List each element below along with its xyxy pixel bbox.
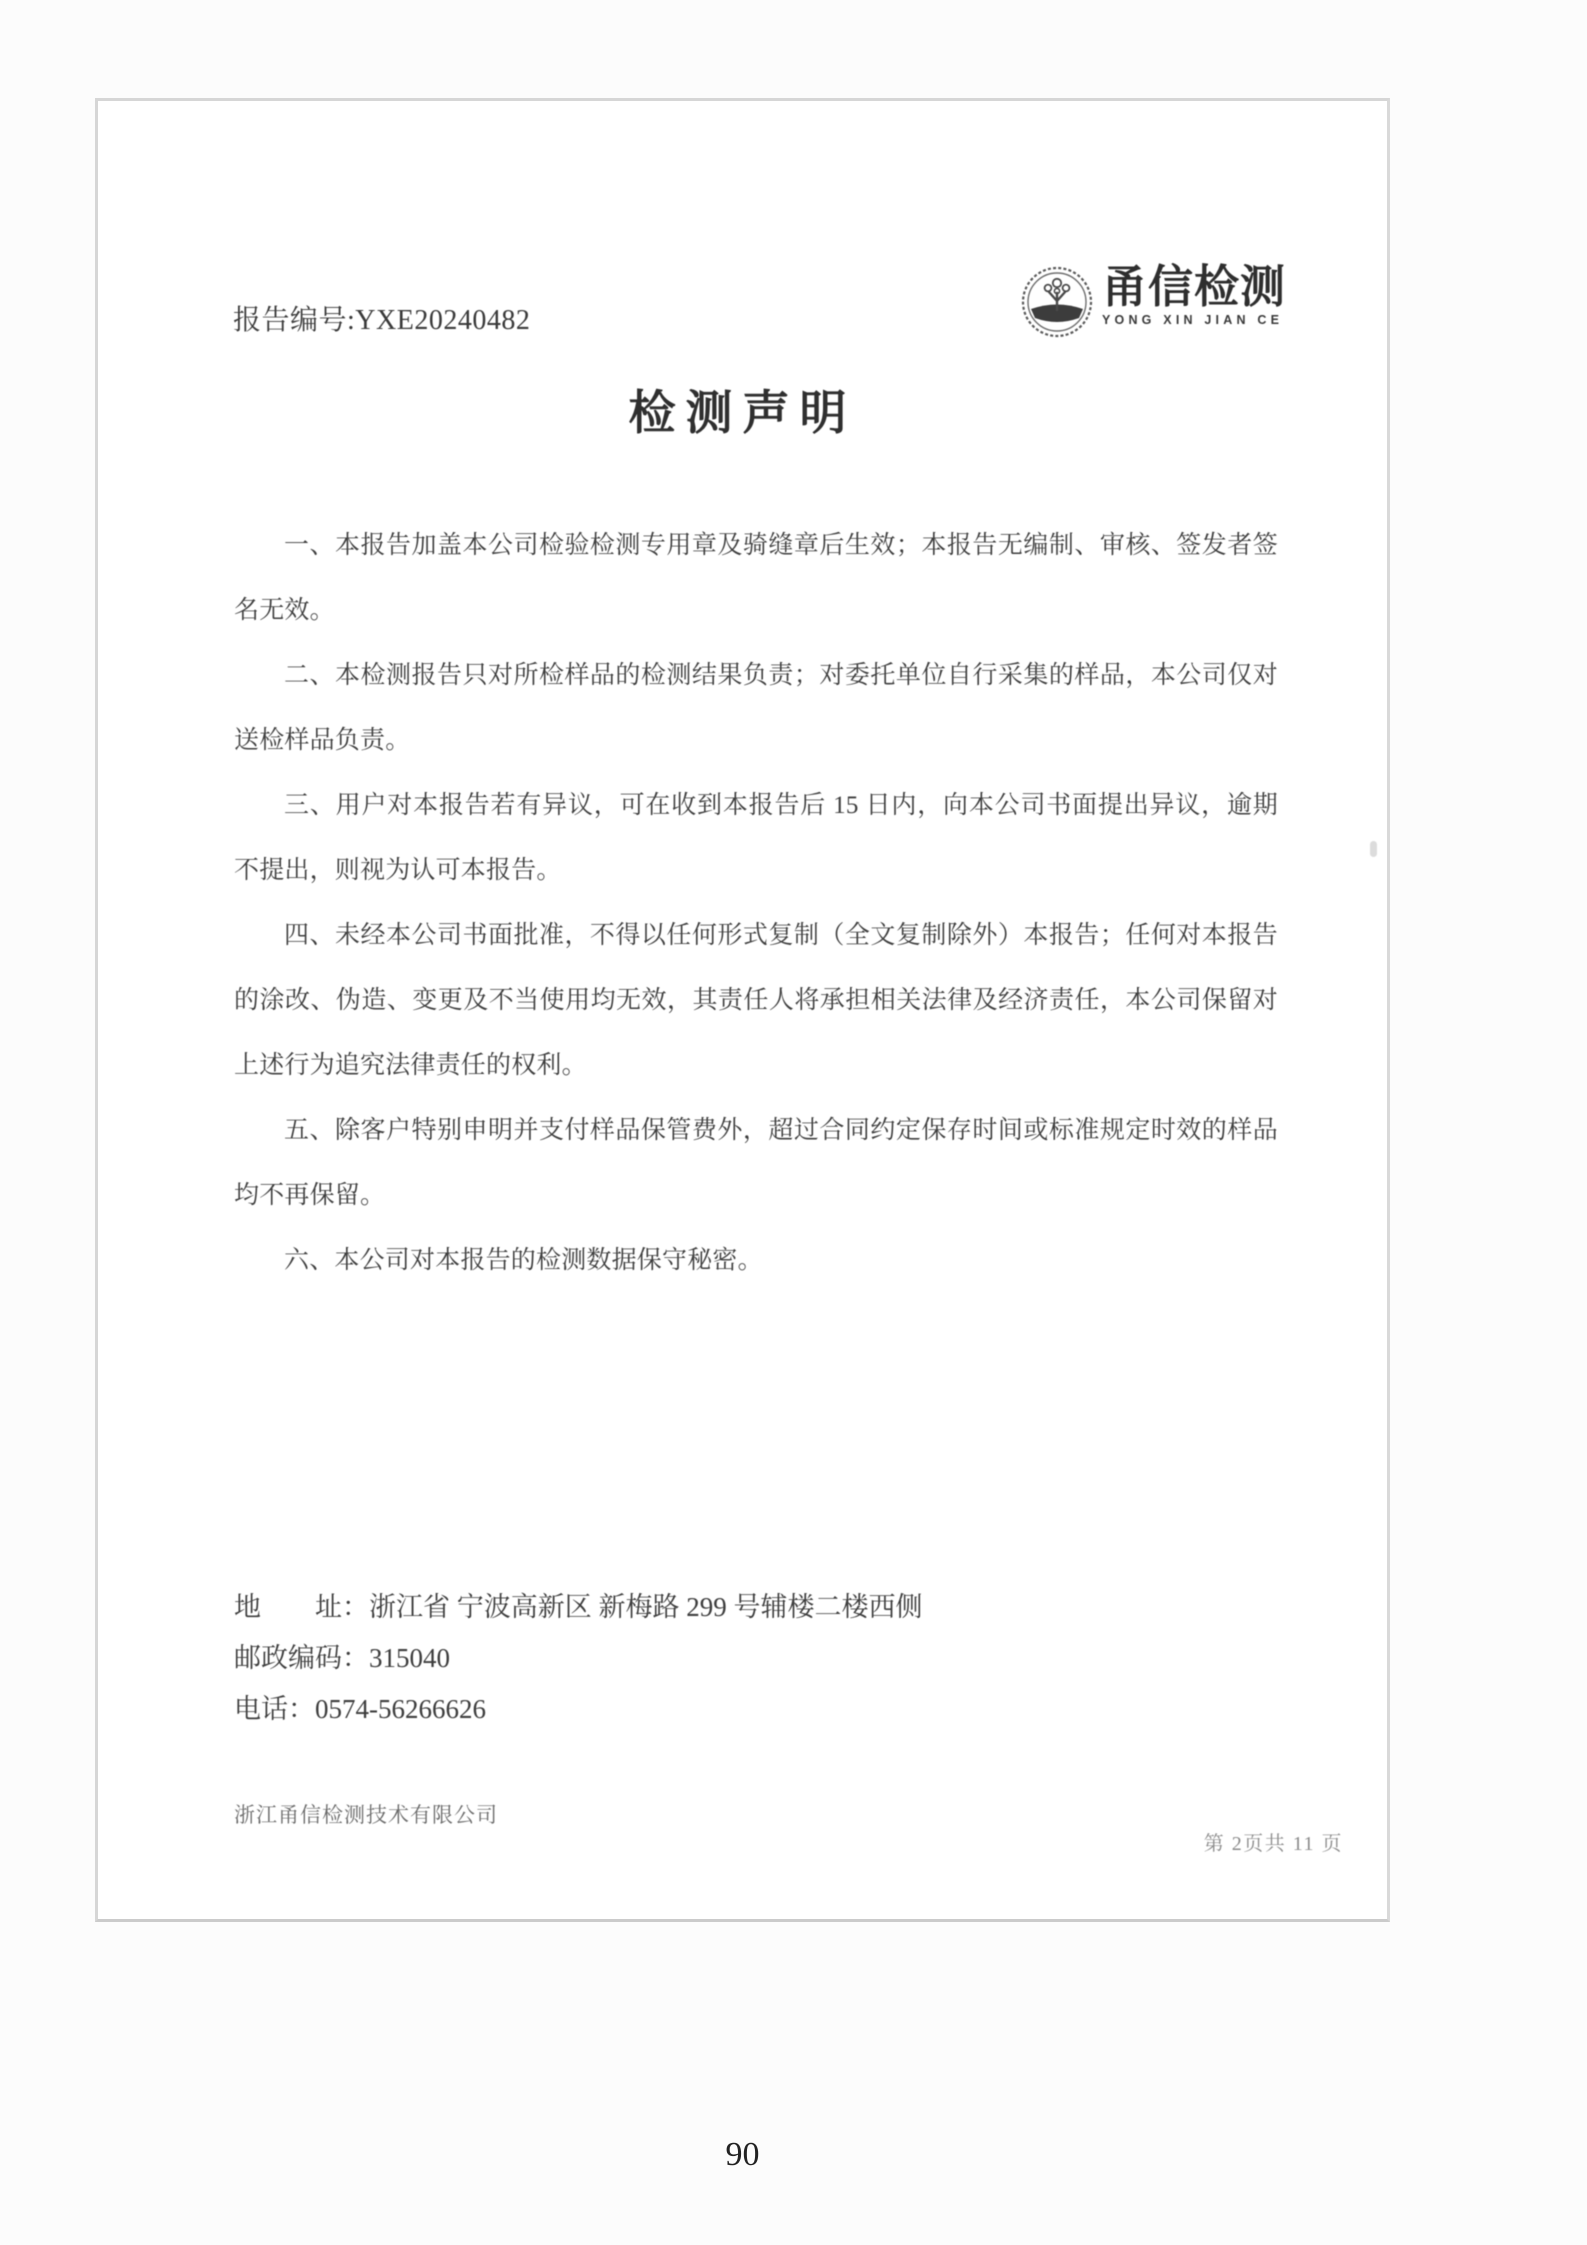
- phone-label: 电话：: [234, 1694, 315, 1724]
- address-label: 地 址：: [234, 1592, 369, 1622]
- logo-emblem-icon: [1020, 263, 1094, 341]
- phone-value: 0574-56266626: [315, 1694, 486, 1724]
- address-value: 浙江省 宁波高新区 新梅路 299 号辅楼二楼西侧: [369, 1592, 923, 1622]
- clause-3: 三、用户对本报告若有异议，可在收到本报告后 15 日内，向本公司书面提出异议，逾期不提出，则视为认可本报告。: [234, 792, 1278, 884]
- page-title: 检测声明: [628, 388, 857, 440]
- page-content: [98, 101, 1387, 1919]
- clause-1: 一、本报告加盖本公司检验检测专用章及骑缝章后生效；本报告无编制、审核、签发者签名无效。: [234, 532, 1278, 624]
- address-line: [234, 1582, 923, 1633]
- footer-company-name: 浙江甬信检测技术有限公司: [234, 1803, 498, 1827]
- clause-2: 二、本检测报告只对所检样品的检测结果负责；对委托单位自行采集的样品，本公司仅对送检样品负责。: [234, 662, 1278, 754]
- contact-block: [234, 1582, 923, 1735]
- outer-page-number: 90: [725, 2136, 760, 2173]
- phone-line: [234, 1684, 923, 1735]
- postcode-value: 315040: [369, 1643, 450, 1673]
- declaration-body: [234, 513, 1278, 1293]
- postcode-line: [234, 1633, 923, 1684]
- clause-5: 五、除客户特别申明并支付样品保管费外，超过合同约定保存时间或标准规定时效的样品均不再保留。: [234, 1117, 1278, 1209]
- postcode-label: 邮政编码：: [234, 1643, 369, 1673]
- report-number: 报告编号:YXE20240482: [233, 305, 531, 336]
- clause-6: 六、本公司对本报告的检测数据保守秘密。: [284, 1247, 763, 1274]
- scan-artifact: [1370, 841, 1377, 857]
- logo-name-en: YONG XIN JIAN CE: [1102, 313, 1284, 328]
- company-logo: [1020, 263, 1286, 341]
- logo-text: [1102, 263, 1286, 327]
- logo-name-cn: 甬信检测: [1102, 261, 1287, 312]
- footer-page-indicator: 第 2页共 11 页: [1203, 1833, 1343, 1855]
- document-page: [95, 98, 1390, 1922]
- clause-4: 四、未经本公司书面批准，不得以任何形式复制（全文复制除外）本报告；任何对本报告的涂改、伪造、变更及不当使用均无效，其责任人将承担相关法律及经济责任，本公司保留对上述行为追究法律责任的权利。: [234, 922, 1278, 1079]
